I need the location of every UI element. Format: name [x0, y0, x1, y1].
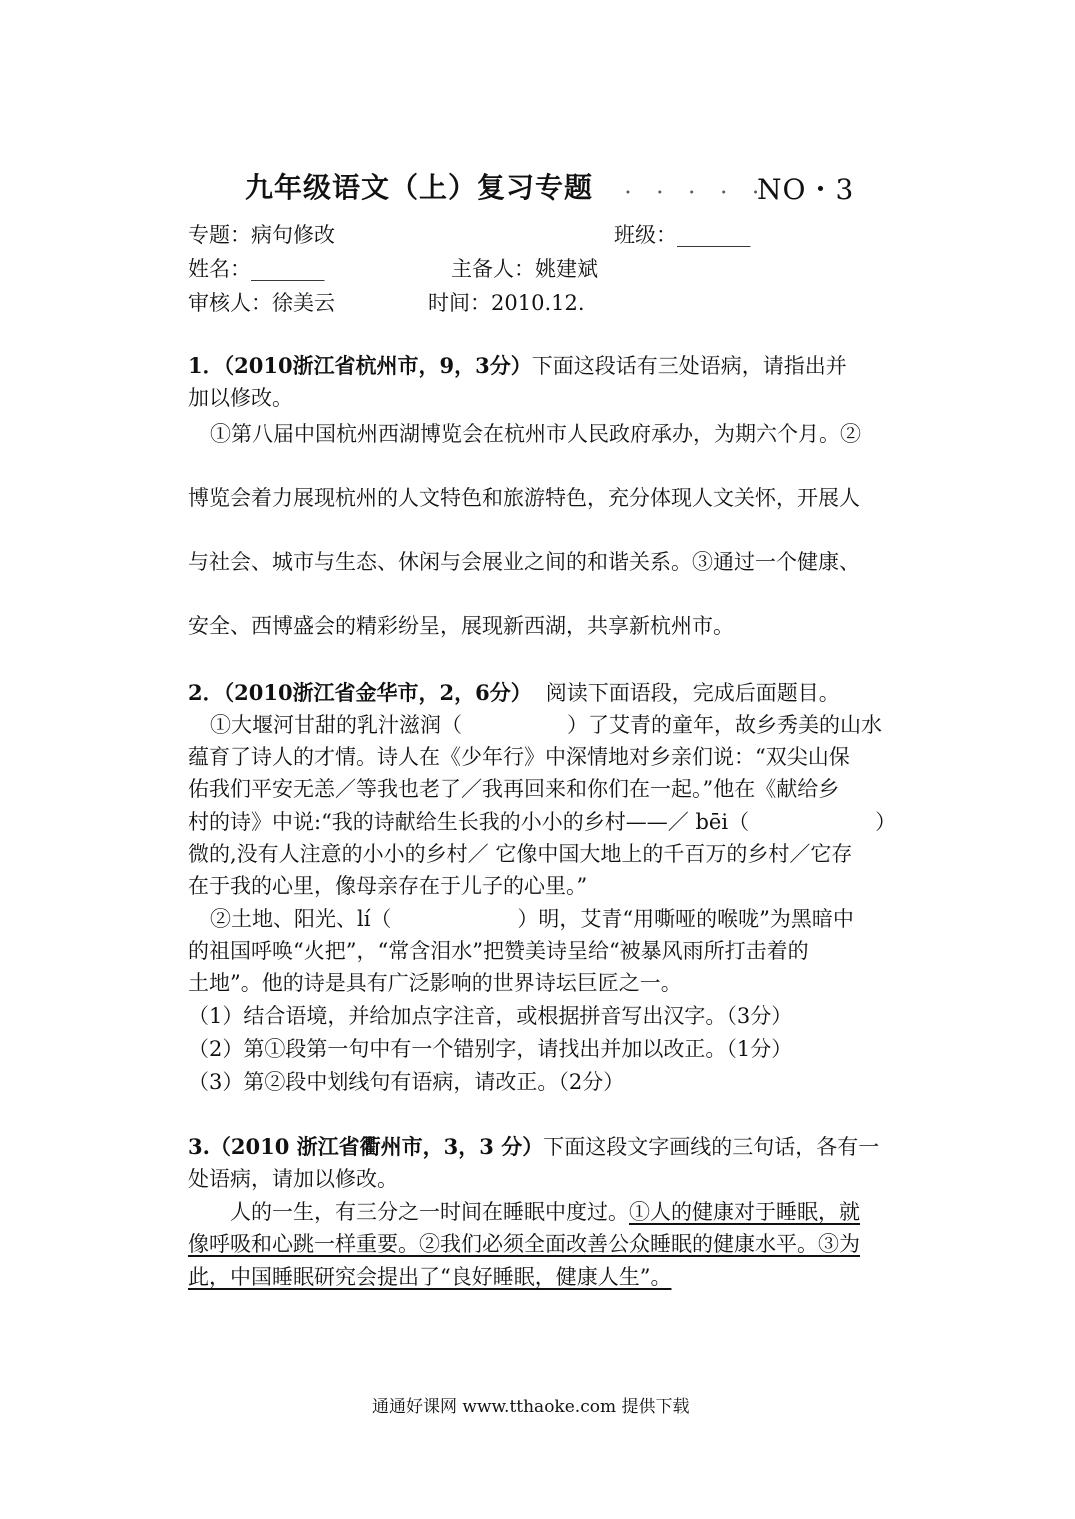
question-3-plain-text: 人的一生，有三分之一时间在睡眠中度过。 [230, 1200, 629, 1224]
question-2-passage-line: 的祖国呼唤“火把”，“常含泪水”把赞美诗呈给“被暴风雨所打击着的 [188, 939, 809, 963]
question-1-passage-line: 博览会着力展现杭州的人文特色和旅游特色，充分体现人文关怀，开展人 [188, 486, 860, 510]
topic-label: 专题：病句修改 [188, 223, 335, 247]
question-2-prompt: 阅读下面语段，完成后面题目。 [545, 681, 840, 705]
question-2-passage-line: 微的,没有人注意的小小的乡村／ 它像中国大地上的千百万的乡村／它存 [188, 842, 853, 866]
date-label: 时间：2010.12. [428, 291, 585, 315]
class-field: 班级：_______ [614, 223, 751, 247]
title-dot-leader: ••••• [625, 188, 785, 199]
question-2-passage-line: ②土地、阳光、lí（ ）明，艾青“用嘶哑的喉咙”为黑暗中 [210, 907, 854, 931]
question-3-underlined-text: ①人的健康对于睡眠，就 [629, 1200, 860, 1224]
name-field: 姓名：_______ [188, 257, 325, 281]
question-1-passage-line: 与社会、城市与生态、休闲与会展业之间的和谐关系。③通过一个健康、 [188, 550, 860, 574]
question-2-passage-line: 蕴育了诗人的才情。诗人在《少年行》中深情地对乡亲们说：“双尖山保 [188, 745, 850, 769]
question-2-heading [188, 677, 840, 707]
question-1-prompt-cont: 加以修改。 [188, 386, 293, 410]
question-1-heading [188, 350, 847, 380]
issue-number: NO・3 [757, 173, 855, 206]
question-3-passage-line [230, 1196, 860, 1226]
question-1-passage-line: ①第八届中国杭州西湖博览会在杭州市人民政府承办，为期六个月。② [210, 422, 861, 446]
question-3-underlined-line: 像呼吸和心跳一样重要。②我们必须全面改善公众睡眠的健康水平。③为 [188, 1232, 860, 1256]
preparer-label: 主备人：姚建斌 [451, 257, 598, 281]
question-2-subquestion: （3）第②段中划线句有语病，请改正。（2分） [188, 1070, 625, 1094]
question-1-passage-line: 安全、西博盛会的精彩纷呈，展现新西湖，共享新杭州市。 [188, 614, 734, 638]
question-2-passage-line: ①大堰河甘甜的乳汁滋润（ ）了艾青的童年，故乡秀美的山水 [210, 713, 882, 737]
page-title: 九年级语文（上）复习专题 [245, 171, 594, 204]
question-3-prompt: 下面这段文字画线的三句话，各有一 [543, 1135, 880, 1159]
question-2-subquestion: （2）第①段第一句中有一个错别字，请找出并加以改正。（1分） [188, 1037, 793, 1061]
question-3-prompt-cont: 处语病，请加以修改。 [188, 1167, 398, 1191]
question-3-source: 3.（2010 浙江省衢州市，3，3 分） [188, 1134, 544, 1159]
question-2-subquestion: （1）结合语境，并给加点字注音，或根据拼音写出汉字。（3分） [188, 1004, 793, 1028]
question-2-passage-line: 在于我的心里，像母亲存在于儿子的心里。” [188, 874, 588, 898]
question-2-source: 2．（2010浙江省金华市，2，6分） [188, 680, 532, 705]
question-2-passage-line: 佑我们平安无恙／等我也老了／我再回来和你们在一起。”他在《献给乡 [188, 777, 840, 801]
reviewer-label: 审核人：徐美云 [188, 291, 335, 315]
footer-download-note: 通通好课网 www.tthaoke.com 提供下载 [372, 1397, 690, 1417]
question-3-heading [188, 1131, 879, 1161]
question-2-passage-line: 土地”。他的诗是具有广泛影响的世界诗坛巨匠之一。 [188, 971, 682, 995]
question-1-source: 1．（2010浙江省杭州市，9，3分） [188, 353, 532, 378]
question-1-prompt: 下面这段话有三处语病，请指出并 [531, 354, 847, 378]
question-2-passage-line: 村的诗》中说:“我的诗献给生长我的小小的乡村——／ bēi（ ） [188, 810, 897, 834]
question-3-underlined-line: 此，中国睡眠研究会提出了“良好睡眠，健康人生”。 [188, 1265, 672, 1289]
